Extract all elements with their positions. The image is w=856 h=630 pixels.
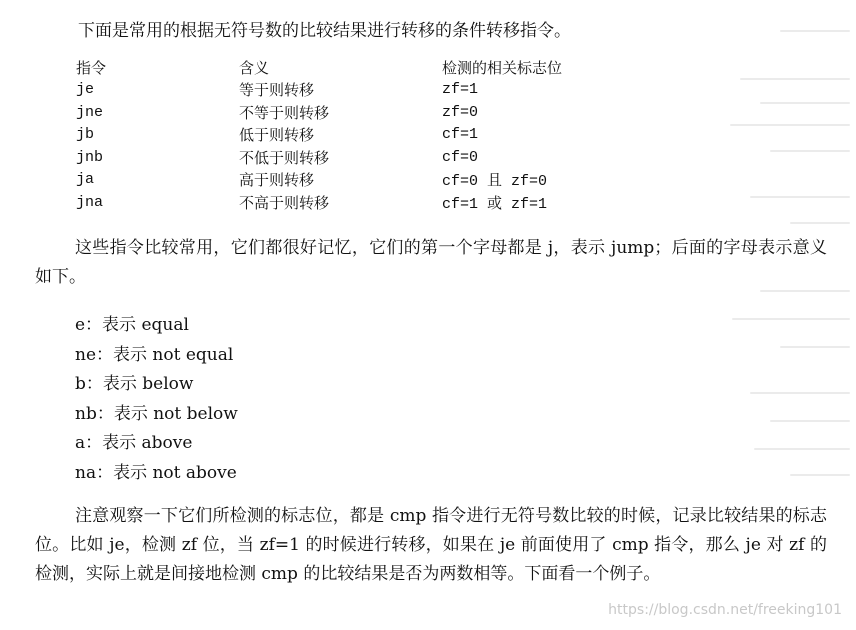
table-row	[76, 124, 562, 147]
intro-text: 下面是常用的根据无符号数的比较结果进行转移的条件转移指令。	[78, 21, 571, 41]
meaning-cell: 不低于则转移	[239, 148, 330, 167]
instruction-cell: je	[76, 81, 95, 99]
column-header-instruction: 指令	[76, 58, 107, 77]
table-row	[76, 101, 562, 124]
flag-cell: cf=0	[442, 148, 479, 166]
column-header-flags: 检测的相关标志位	[442, 58, 563, 77]
table-row	[76, 169, 562, 192]
flag-cell: zf=0	[442, 103, 479, 121]
table-header-row	[76, 56, 562, 79]
explanation-paragraph: 这些指令比较常用，它们都很好记忆，它们的第一个字母都是 j，表示 jump；后面的字母表示意义如下。	[35, 238, 827, 287]
note-paragraph: 注意观察一下它们所检测的标志位，都是 cmp 指令进行无符号数比较的时候，记录比较结果的标志位。比如 je，检测 zf 位，当 zf=1 的时候进行转移，如果在 je 前面使用了 cmp 指令，那么 je 对 zf 的检测，实际上就是间接地检测 cmp 的比较结果是否为两数相等。下面看一个例子。	[35, 506, 827, 584]
flag-cell: cf=0 且 zf=0	[442, 173, 548, 191]
meaning-cell: 低于则转移	[239, 126, 315, 145]
column-header-meaning: 含义	[239, 58, 270, 77]
instruction-cell: jnb	[76, 148, 104, 166]
meaning-cell: 不等于则转移	[239, 103, 330, 122]
meaning-cell: 等于则转移	[239, 81, 315, 100]
list-item: ne：表示 not equal	[75, 344, 234, 365]
meaning-cell: 高于则转移	[239, 171, 315, 190]
watermark-url: https://blog.csdn.net/freeking101	[608, 602, 842, 618]
flag-cell: cf=1 或 zf=1	[442, 195, 548, 213]
table-row	[76, 191, 562, 214]
list-item: na：表示 not above	[75, 462, 237, 483]
instruction-cell: jna	[76, 193, 104, 211]
table-row	[76, 79, 562, 102]
instruction-cell: ja	[76, 171, 95, 189]
conditional-jump-table	[76, 56, 562, 214]
suffix-meaning-list	[75, 308, 238, 485]
list-item: e：表示 equal	[75, 315, 189, 336]
meaning-cell: 不高于则转移	[239, 193, 330, 212]
instruction-cell: jne	[76, 103, 104, 121]
list-item: a：表示 above	[75, 433, 193, 454]
table-row	[76, 146, 562, 169]
list-item: nb：表示 not below	[75, 403, 238, 424]
flag-cell: zf=1	[442, 81, 479, 99]
flag-cell: cf=1	[442, 126, 479, 144]
instruction-cell: jb	[76, 126, 95, 144]
list-item: b：表示 below	[75, 374, 194, 395]
